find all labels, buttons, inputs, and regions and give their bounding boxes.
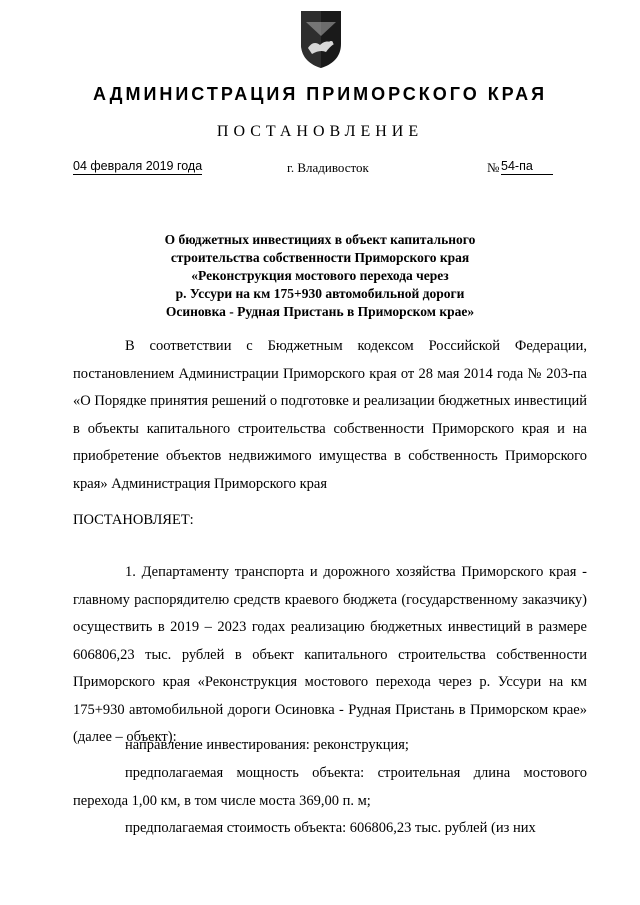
capacity-paragraph: предполагаемая мощность объекта: строительная длина мостового перехода 1,00 км, в том числе моста 369,00 п. м;	[73, 765, 587, 809]
title-line: О бюджетных инвестициях в объект капитального	[164, 232, 476, 247]
title-line: р. Уссури на км 175+930 автомобильной дороги	[175, 286, 465, 301]
title-line: строительства собственности Приморского края	[170, 250, 470, 265]
document-city: г. Владивосток	[287, 160, 369, 175]
coat-of-arms-emblem	[298, 8, 344, 70]
document-title	[120, 231, 520, 321]
title-line: Осиновка - Рудная Пристань в Приморском крае»	[165, 304, 475, 319]
decree-heading: ПОСТАНОВЛЯЕТ:	[73, 512, 194, 528]
investment-direction: направление инвестирования: реконструкция;	[125, 737, 409, 753]
preamble-paragraph: В соответствии с Бюджетным кодексом Российской Федерации, постановлением Администрации Приморского края от 28 мая 2014 года № 203-па «О Порядке принятия решений о подготовке и реализации бюджетных инвестиций в объекты капитального строительства собственности Приморского края и на приобретение объектов недвижимого имущества в собственность Приморского края» Администрация Приморского края	[73, 338, 587, 492]
title-line: «Реконструкция мостового перехода через	[191, 268, 449, 283]
document-date: 04 февраля 2019 года	[73, 159, 203, 173]
document-number: 54-па	[501, 159, 553, 175]
document-type: ПОСТАНОВЛЕНИЕ	[216, 123, 424, 140]
organization-name: АДМИНИСТРАЦИЯ ПРИМОРСКОГО КРАЯ	[92, 84, 548, 104]
item-1-paragraph: 1. Департаменту транспорта и дорожного хозяйства Приморского края - главному распорядителю средств краевого бюджета (государственному заказчику) осуществить в 2019 – 2023 годах реализацию бюджетных инвестиций в размере 606806,23 тыс. рублей в объект капитального строительства собственности Приморского края «Реконструкция мостового перехода через р. Уссури на км 175+930 автомобильной дороги Осиновка - Рудная Пристань в Приморском крае» (далее – объект):	[73, 564, 587, 745]
cost-paragraph: предполагаемая стоимость объекта: 606806,23 тыс. рублей (из них	[125, 820, 536, 836]
number-sign: №	[487, 160, 500, 175]
